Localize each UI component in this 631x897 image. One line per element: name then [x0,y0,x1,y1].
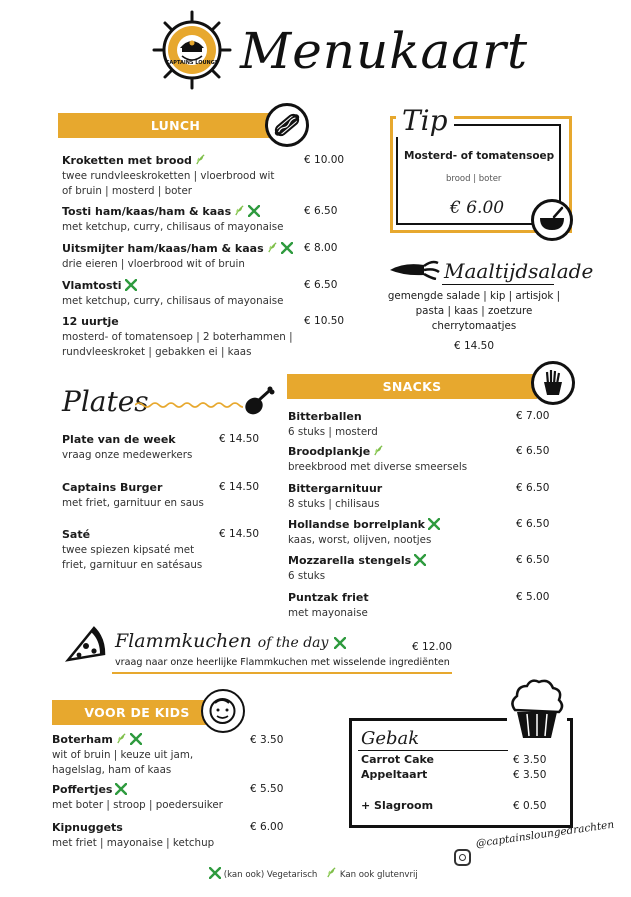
glutenfree-icon [234,205,245,216]
kids-price: € 5.50 [250,783,284,795]
plates-price: € 14.50 [219,433,260,445]
salad-desc-1: gemengde salade | kip | artisjok | [387,290,561,302]
salad-desc-3: cherrytomaatjes [431,320,517,332]
vegetarian-icon [428,518,440,530]
fries-icon [531,361,575,405]
vegetarian-icon [130,733,142,745]
kids-item: Boterham wit of bruin | keuze uit jam, hagelslag, ham of kaas [52,733,194,776]
pizza-slice-icon [64,624,108,668]
snacks-price: € 6.50 [516,445,550,457]
soup-bowl-icon [531,199,573,241]
flamm-desc: vraag naar onze heerlijke Flammkuchen met wisselende ingrediënten [115,657,450,668]
legend-glutenfree: Kan ook glutenvrij [339,870,418,880]
tip-desc: brood | boter [446,174,502,184]
vegetarian-icon [209,867,221,879]
kids-price: € 3.50 [250,734,284,746]
gebak-item: Carrot Cake [361,753,434,766]
instagram-icon[interactable] [454,849,471,866]
lunch-price: € 6.50 [304,279,338,291]
lunch-price: € 6.50 [304,205,338,217]
lunch-price: € 10.00 [304,154,345,166]
snacks-price: € 6.50 [516,518,550,530]
salad-desc-2: pasta | kaas | zoetzure [415,305,533,317]
lunch-heading: LUNCH [58,113,293,138]
snacks-price: € 5.00 [516,591,550,603]
snacks-price: € 6.50 [516,554,550,566]
vegetarian-icon [414,554,426,566]
lunch-item: 12 uurtje mosterd- of tomatensoep | 2 boterhammen | rundvleeskroket | gebakken ei | kaas [62,315,293,358]
snacks-price: € 6.50 [516,482,550,494]
lunch-item: Tosti ham/kaas/ham & kaas met ketchup, curry, chilisaus of mayonaise [62,205,284,233]
snacks-price: € 7.00 [516,410,550,422]
snacks-item: Bittergarnituur 8 stuks | chilisaus [288,482,383,510]
flamm-heading: Flammkuchen of the day [115,630,346,652]
gebak-price: € 3.50 [513,769,547,781]
glutenfree-icon [116,733,127,744]
plates-price: € 14.50 [219,481,260,493]
vegetarian-icon [115,783,127,795]
salad-heading: Maaltijdsalade [444,259,594,283]
hotdog-icon [265,103,309,147]
kids-item: Kipnuggets met friet | mayonaise | ketchup [52,821,215,849]
lunch-item: Uitsmijter ham/kaas/ham & kaas drie eieren | vloerbrood wit of bruin [62,241,302,272]
gebak-heading: Gebak [361,728,420,749]
instagram-handle[interactable]: @captainsloungedrachten [475,818,615,850]
plates-heading: Plates [62,385,149,418]
page-title: Menukaart [240,22,529,80]
plates-price: € 14.50 [219,528,260,540]
salad-price: € 14.50 [453,340,495,352]
glutenfree-icon [267,242,278,253]
gebak-item: Appeltaart [361,768,428,781]
flamm-price: € 12.00 [412,641,453,653]
cupcake-icon [507,676,567,742]
lunch-price: € 10.50 [304,315,345,327]
flamm-underline [112,672,452,674]
snacks-item: Mozzarella stengels 6 stuks [288,553,513,584]
snacks-heading: SNACKS [287,374,537,399]
chicken-leg-icon [243,386,275,418]
legend [209,867,418,880]
vegetarian-icon [248,205,260,217]
salad-underline [442,284,554,285]
tip-price: € 6.00 [450,198,505,218]
gebak-price: € 3.50 [513,754,547,766]
plates-wavy-line [135,401,243,409]
snacks-item: Hollandse borrelplank kaas, worst, olijven, nootjes [288,517,513,548]
snacks-item: Bitterballen 6 stuks | mosterd [288,410,378,438]
kids-item: Poffertjes met boter | stroop | poedersuiker [52,783,223,811]
lunch-item: Kroketten met brood twee rundvleeskroketten | vloerbrood wit of bruin | mosterd | boter [62,154,275,197]
tip-heading: Tip [396,104,454,137]
plates-item: Captains Burger met friet, garnituur en saus [62,481,204,509]
snacks-item: Broodplankje breekbrood met diverse smeersels [288,445,468,473]
kids-heading: VOOR DE KIDS [52,700,222,725]
logo [152,10,232,90]
vegetarian-icon [334,637,346,649]
gebak-item: + Slagroom [361,799,434,812]
carrot-icon [388,258,440,280]
lunch-price: € 8.00 [304,242,338,254]
plates-item: Plate van de week vraag onze medewerkers [62,433,193,461]
gebak-price: € 0.50 [513,800,547,812]
glutenfree-icon [326,867,337,878]
vegetarian-icon [281,242,293,254]
gebak-heading-underline [358,750,508,751]
snacks-item: Puntzak friet met mayonaise [288,591,369,619]
tip-name: Mosterd- of tomatensoep [404,150,555,162]
lunch-item: Vlamtosti met ketchup, curry, chilisaus of mayonaise [62,279,284,307]
kids-price: € 6.00 [250,821,284,833]
glutenfree-icon [195,154,206,165]
logo-text: CAPTAINS LOUNGE [165,60,219,66]
glutenfree-icon [373,445,384,456]
vegetarian-icon [125,279,137,291]
child-face-icon [201,689,245,733]
plates-item: Saté twee spiezen kipsaté met friet, garnituur en satésaus [62,528,203,571]
legend-vegetarian: (kan ook) Vegetarisch [223,870,318,880]
